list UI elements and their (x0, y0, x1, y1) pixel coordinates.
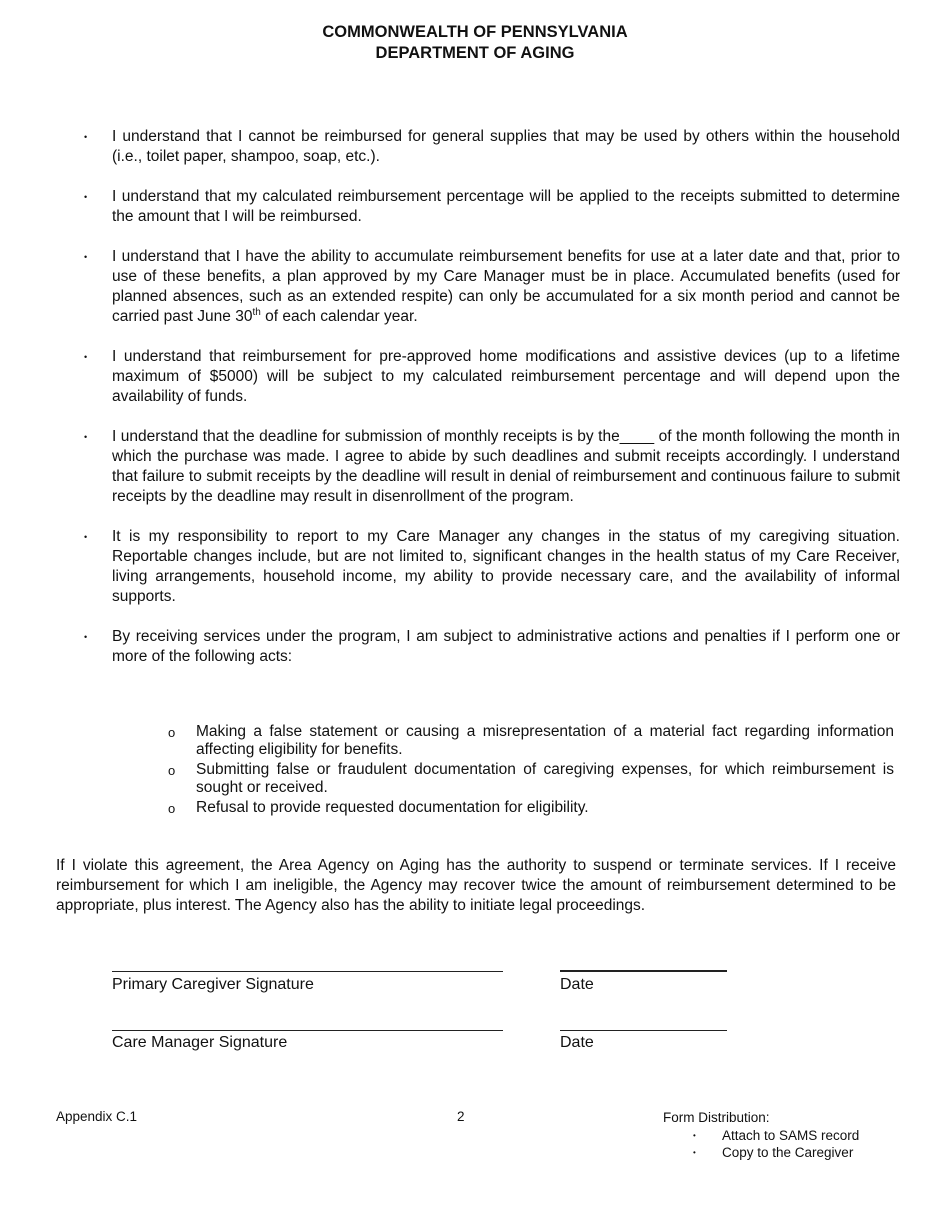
distribution-item-text: Attach to SAMS record (722, 1128, 860, 1143)
term-item (56, 627, 900, 667)
document-header (0, 22, 950, 64)
term-item (56, 427, 900, 507)
primary-date-label: Date (560, 976, 594, 993)
bullet-icon: • (84, 132, 88, 142)
appendix-label: Appendix C.1 (56, 1109, 138, 1124)
manager-date-line[interactable] (560, 1030, 727, 1031)
closing-paragraph: If I violate this agreement, the Area Agency on Aging has the authority to suspend or terminate services. If I receive reimbursement for which I am ineligible, the Agency may recover twice the amount of reimbursement determined to be appropriate, plus interest. The Agency also has the ability to initiate legal proceedings. (56, 857, 896, 914)
manager-date-label: Date (560, 1034, 594, 1051)
circle-bullet-icon: o (168, 801, 176, 816)
term-item (56, 347, 900, 407)
circle-bullet-icon: o (168, 763, 176, 778)
term-text: I understand that the deadline for submission of monthly receipts is by the____ of the month following the month in which the purchase was made. I agree to abide by such deadlines and submit receipts accordingly. I understand that failure to submit receipts by the deadline will result in denial of reimbursement and continuous failure to submit receipts by the deadline may result in disenrollment of the program. (112, 428, 900, 505)
distribution-list (663, 1127, 859, 1161)
bullet-icon: • (693, 1148, 696, 1157)
term-text-superscript: th (252, 306, 261, 318)
primary-date-line[interactable] (560, 970, 727, 972)
header-line-1: COMMONWEALTH OF PENNSYLVANIA (322, 23, 628, 41)
term-text: I understand that I cannot be reimbursed for general supplies that may be used by others within the household (i.e., toilet paper, shampoo, soap, etc.). (112, 128, 900, 165)
distribution-item (663, 1127, 859, 1144)
manager-signature-label: Care Manager Signature (112, 1034, 288, 1051)
primary-signature-line[interactable] (112, 971, 503, 972)
penalty-act-item (168, 799, 894, 817)
page-number: 2 (457, 1109, 465, 1124)
term-text: I understand that reimbursement for pre-approved home modifications and assistive devices (up to a lifetime maximum of $5000) will be subject to my calculated reimbursement percentage and will depend upon the availability of funds. (112, 348, 900, 405)
bullet-icon: • (693, 1131, 696, 1140)
form-distribution (663, 1109, 859, 1161)
distribution-item-text: Copy to the Caregiver (722, 1145, 854, 1160)
bullet-icon: • (84, 352, 88, 362)
header-line-2: DEPARTMENT OF AGING (375, 44, 575, 62)
term-item (56, 247, 900, 327)
term-text: It is my responsibility to report to my Care Manager any changes in the status of my caregiving situation. Reportable changes include, but are not limited to, significant changes in the health status of my Care Receiver, living arrangements, household income, my ability to provide necessary care, and the availability of informal supports. (112, 528, 900, 605)
bullet-icon: • (84, 432, 88, 442)
bullet-icon: • (84, 632, 88, 642)
penalty-act-item (168, 723, 894, 759)
penalty-act-text: Submitting false or fraudulent documentation of caregiving expenses, for which reimbursement is sought or received. (196, 761, 894, 796)
term-text: I understand that my calculated reimbursement percentage will be applied to the receipts submitted to determine the amount that I will be reimbursed. (112, 188, 900, 225)
distribution-title: Form Distribution: (663, 1110, 770, 1125)
penalty-act-item (168, 761, 894, 797)
bullet-icon: • (84, 252, 88, 262)
penalty-act-text: Refusal to provide requested documentation for eligibility. (196, 799, 589, 816)
term-item (56, 187, 900, 227)
bullet-icon: • (84, 192, 88, 202)
circle-bullet-icon: o (168, 725, 176, 740)
term-item (56, 527, 900, 607)
bullet-icon: • (84, 532, 88, 542)
penalty-acts-list (168, 723, 894, 819)
distribution-item (663, 1144, 859, 1161)
term-text: I understand that I have the ability to accumulate reimbursement benefits for use at a later date and that, prior to use of these benefits, a plan approved by my Care Manager must be in place. Accumulated benefits (used for planned absences, such as an extended respite) can only be accumulated for a six month period and cannot be carried past June 30 (112, 248, 900, 325)
term-text-end: of each calendar year. (260, 308, 418, 325)
penalty-act-text: Making a false statement or causing a misrepresentation of a material fact regarding information affecting eligibility for benefits. (196, 723, 894, 758)
term-item (56, 127, 900, 167)
manager-signature-line[interactable] (112, 1030, 503, 1031)
terms-list (56, 127, 900, 687)
term-text: By receiving services under the program, I am subject to administrative actions and penalties if I perform one or more of the following acts: (112, 628, 900, 665)
primary-signature-label: Primary Caregiver Signature (112, 976, 314, 993)
